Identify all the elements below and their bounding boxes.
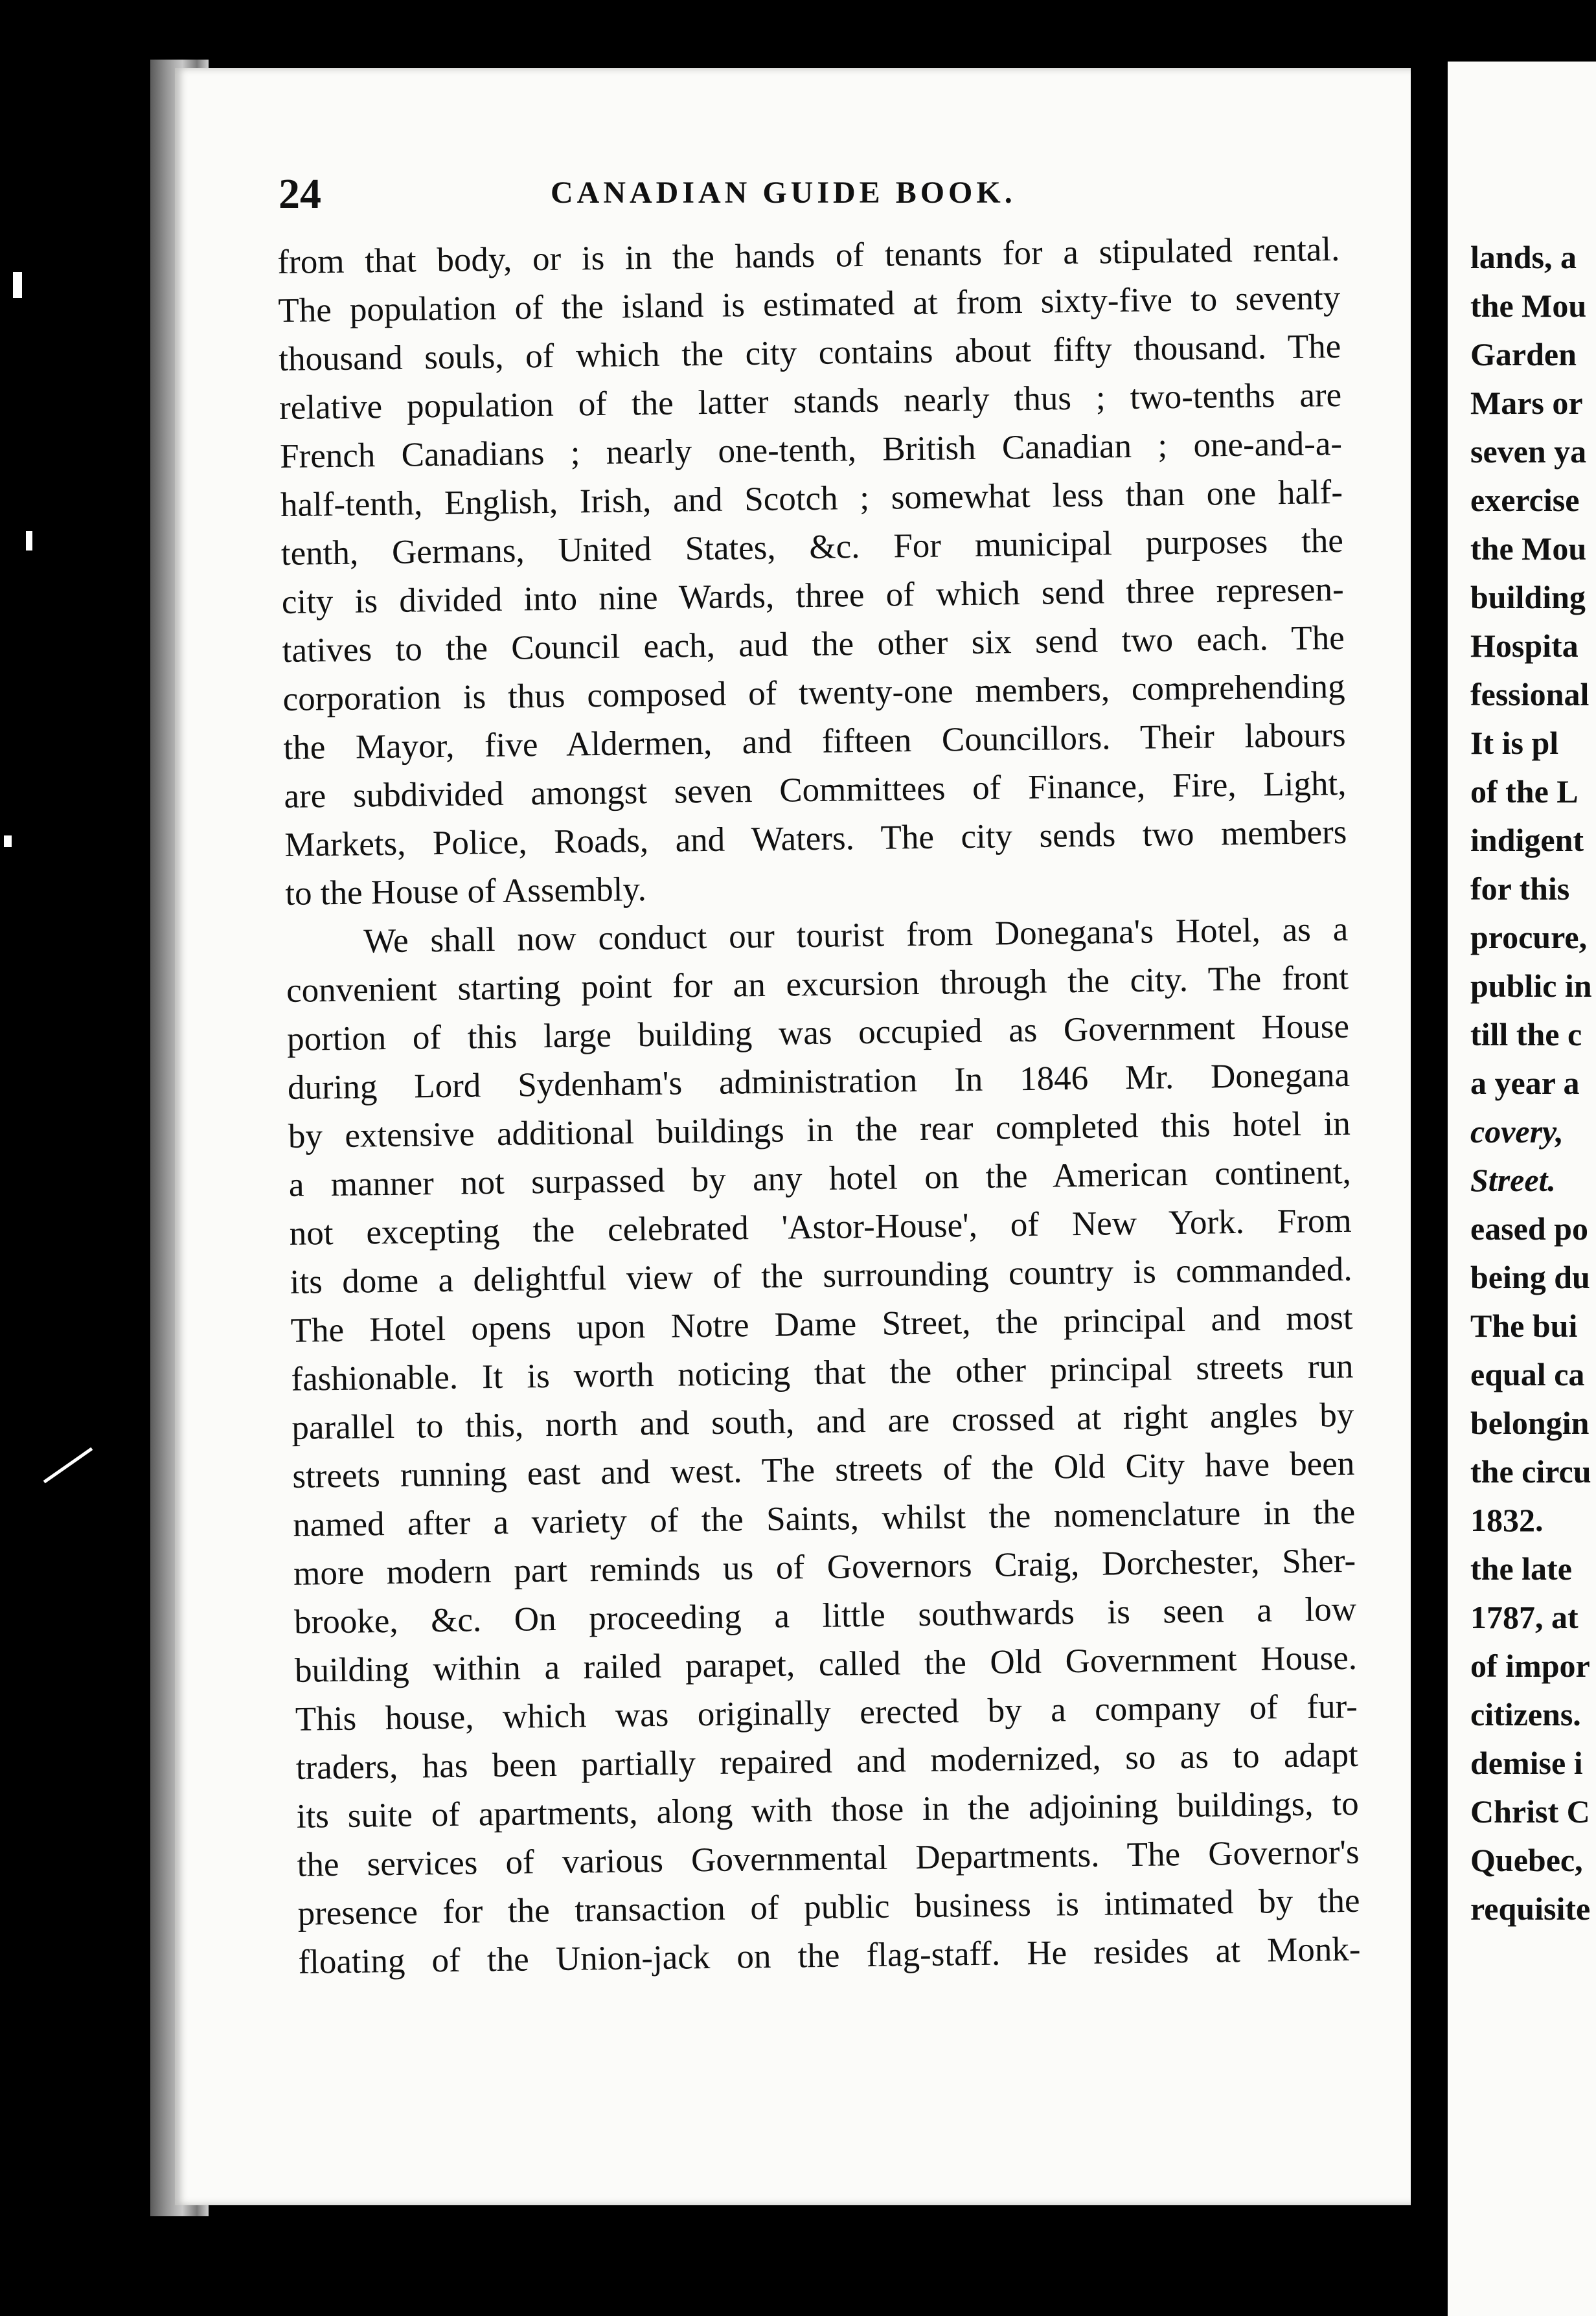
text-line: We shall now conduct our tourist from Donegana's Hotel, as a — [363, 910, 1349, 960]
text-line: half-tenth, English, Irish, and Scotch ; somewhat less than one half- — [280, 473, 1343, 524]
text-line: Markets, Police, Roads, and Waters. The city sends two members — [284, 813, 1347, 864]
right-text-line: seven ya — [1470, 433, 1587, 470]
right-text-line: Street. — [1470, 1162, 1556, 1198]
scan-speck — [13, 272, 22, 298]
right-text-line: demise i — [1470, 1745, 1583, 1781]
text-line: its dome a delightful view of the surrounding country is commanded. — [290, 1250, 1352, 1301]
text-line: more modern part reminds us of Governors Craig, Dorchester, Sher- — [293, 1541, 1356, 1593]
right-text-line: equal ca — [1470, 1356, 1585, 1392]
scan-speck — [26, 531, 32, 551]
right-text-line: indigent — [1470, 822, 1584, 858]
text-line: city is divided into nine Wards, three of which send three represen- — [281, 570, 1345, 621]
body-text — [277, 225, 1361, 1987]
right-text-line: public in — [1470, 968, 1592, 1004]
text-line: brooke, &c. On proceeding a little southwards is seen a low — [293, 1590, 1357, 1641]
right-text-line: the circu — [1470, 1453, 1591, 1490]
text-line: the services of various Governmental Departments. The Governor's — [297, 1833, 1360, 1884]
right-text-line: of the L — [1470, 773, 1579, 810]
right-text-line: lands, a — [1470, 239, 1577, 275]
right-text-line: for this — [1470, 870, 1570, 907]
running-title: CANADIAN GUIDE BOOK. — [551, 176, 1016, 210]
right-text-line: 1787, at — [1470, 1599, 1579, 1635]
right-text-line: a year a — [1470, 1065, 1580, 1101]
text-line: portion of this large building was occupied as Government House — [286, 1007, 1350, 1058]
page-header — [279, 170, 1354, 228]
text-line: presence for the transaction of public business is intimated by the — [297, 1881, 1360, 1933]
book-gutter — [1411, 58, 1451, 2316]
right-text-line: Quebec, — [1470, 1842, 1583, 1878]
text-line: a manner not surpassed by any hotel on the American continent, — [288, 1153, 1352, 1204]
text-line: French Canadians ; nearly one-tenth, British Canadian ; one-and-a- — [279, 424, 1343, 475]
text-line: The population of the island is estimated at from sixty-five to seventy — [278, 278, 1341, 330]
right-text-line: eased po — [1470, 1210, 1588, 1247]
right-text-line: Mars or — [1470, 385, 1583, 421]
right-text-line: It is pl — [1470, 725, 1559, 761]
text-line: named after a variety of the Saints, whilst the nomenclature in the — [292, 1493, 1356, 1544]
page-number: 24 — [279, 170, 321, 218]
scan-speck — [4, 835, 12, 847]
right-text-line: requisite — [1470, 1890, 1591, 1927]
text-line: corporation is thus composed of twenty-one members, comprehending — [282, 667, 1345, 718]
right-text-line: till the c — [1470, 1016, 1582, 1052]
right-text-line: procure, — [1470, 919, 1588, 955]
right-text-line: the Mou — [1470, 288, 1587, 324]
text-line: building within a railed parapet, called the Old Government House. — [294, 1639, 1358, 1690]
text-line: parallel to this, north and south, and are crossed at right angles by — [291, 1396, 1354, 1447]
text-line: its suite of apartments, along with those in the adjoining buildings, to — [296, 1784, 1360, 1835]
right-text-line: building — [1470, 579, 1586, 615]
right-text-line: Garden — [1470, 336, 1577, 372]
text-line: streets running east and west. The streets of the Old City have been — [292, 1444, 1355, 1495]
text-line: floating of the Union-jack on the flag-staff. He resides at Monk- — [298, 1930, 1361, 1981]
right-text-line: 1832. — [1470, 1502, 1544, 1538]
right-text-line: covery, — [1470, 1113, 1564, 1150]
right-text-line: being du — [1470, 1259, 1590, 1295]
right-text-line: Christ C — [1470, 1793, 1590, 1830]
text-line: are subdivided amongst seven Committees of Finance, Fire, Light, — [284, 764, 1347, 815]
text-line: from that body, or is in the hands of tenants for a stipulated rental. — [277, 230, 1340, 281]
text-line: not excepting the celebrated 'Astor-House', of New York. From — [289, 1201, 1352, 1253]
text-line: thousand souls, of which the city contains about fifty thousand. The — [278, 327, 1341, 378]
right-text-line: the Mou — [1470, 530, 1587, 567]
text-line: fashionable. It is worth noticing that the other principal streets run — [291, 1347, 1354, 1398]
right-text-line: citizens. — [1470, 1696, 1581, 1732]
text-line: by extensive additional buildings in the rear completed this hotel in — [288, 1104, 1351, 1155]
right-text-line: fessional — [1470, 676, 1590, 712]
text-line: convenient starting point for an excursion through the city. The front — [286, 959, 1349, 1010]
right-page-text — [1470, 233, 1596, 1933]
right-text-line: belongin — [1470, 1405, 1590, 1441]
right-text-line: of impor — [1470, 1648, 1590, 1684]
text-line: tatives to the Council each, aud the other six send two each. The — [282, 619, 1345, 670]
text-line: to the House of Assembly. — [285, 870, 647, 913]
text-line: The Hotel opens upon Notre Dame Street, the principal and most — [290, 1299, 1353, 1350]
text-line: This house, which was originally erected by a company of fur- — [295, 1687, 1358, 1738]
text-line: traders, has been partially repaired and modernized, so as to adapt — [295, 1736, 1359, 1787]
scan-speck — [43, 1448, 93, 1484]
text-line: during Lord Sydenham's administration In 1846 Mr. Donegana — [287, 1056, 1351, 1107]
right-text-line: The bui — [1470, 1308, 1578, 1344]
right-text-line: exercise — [1470, 482, 1580, 518]
text-line: the Mayor, five Aldermen, and fifteen Councillors. Their labours — [283, 716, 1346, 767]
text-line: tenth, Germans, United States, &c. For municipal purposes the — [280, 521, 1344, 573]
text-line: relative population of the latter stands nearly thus ; two-tenths are — [279, 376, 1342, 427]
right-text-line: the late — [1470, 1550, 1572, 1587]
right-text-line: Hospita — [1470, 628, 1579, 664]
